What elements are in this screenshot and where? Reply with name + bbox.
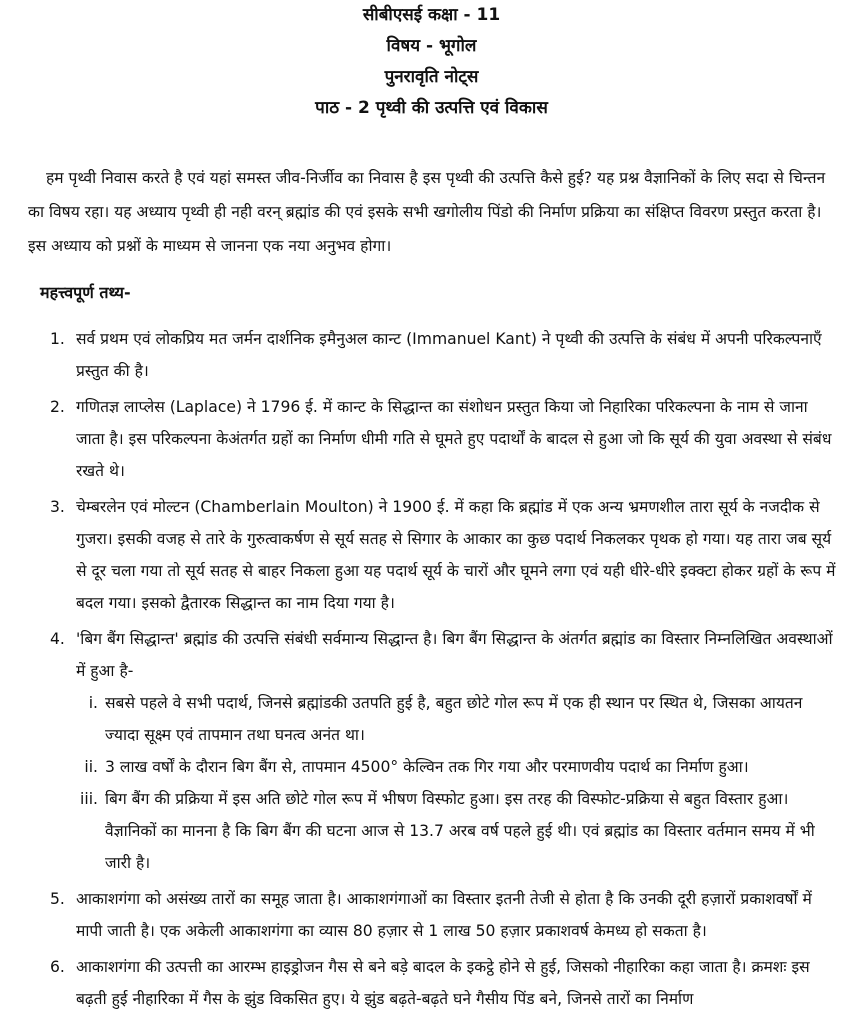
- list-item: [30, 883, 840, 947]
- sub-list-item-number: ii.: [84, 758, 98, 776]
- sub-list-item: [30, 783, 840, 879]
- list-item-number: 5.: [50, 890, 65, 908]
- list-item: [30, 951, 840, 1015]
- list-item: [30, 623, 840, 687]
- list-item: [30, 391, 840, 487]
- document-header: [0, 0, 863, 124]
- sub-list-item-text: 3 लाख वर्षों के दौरान बिग बैंग से, तापमान 4500° केल्विन तक गिर गया और परमाणवीय पदार्थ का निर्माण हुआ।: [105, 758, 749, 776]
- list-item-number: 2.: [50, 398, 65, 416]
- list-item: [30, 491, 840, 619]
- intro-paragraph: [28, 161, 838, 263]
- list-item-number: 1.: [50, 330, 65, 348]
- list-item-text: गणितज्ञ लाप्लेस (Laplace) ने 1796 ई. में कान्ट के सिद्धान्त का संशोधन प्रस्तुत किया जो निहारिका परिकल्पना के नाम से जाना जाता है। इस परिकल्पना केअंतर्गत ग्रहों का निर्माण धीमी गति से घूमते हुए पदार्थों के बादल से हुआ जो कि सूर्य की युवा अवस्था से संबंध रखते थे।: [76, 398, 832, 480]
- sub-list-item-number: iii.: [80, 790, 98, 808]
- list-item: [30, 323, 840, 387]
- list-item-number: 3.: [50, 498, 65, 516]
- list-item-text: आकाशगंगा को असंख्य तारों का समूह जाता है। आकाशगंगाओं का विस्तार इतनी तेजी से होता है कि उनकी दूरी हज़ारों प्रकाशवर्षों में मापी जाती है। एक अकेली आकाशगंगा का व्यास 80 हज़ार से 1 लाख 50 हज़ार प्रकाशवर्ष केमध्य हो सकता है।: [76, 890, 812, 940]
- list-item-number: 6.: [50, 958, 65, 976]
- header-chapter-title: पाठ - 2 पृथ्वी की उत्पत्ति एवं विकास: [315, 98, 548, 118]
- intro-text: हम पृथ्वी निवास करते है एवं यहां समस्त जीव-निर्जीव का निवास है इस पृथ्वी की उत्पत्ति कैसे हुई? यह प्रश्न वैज्ञानिकों के लिए सदा से चिन्तन का विषय रहा। यह अध्याय पृथ्वी ही नही वरन् ब्रह्मांड की एवं इसके सभी खगोलीय पिंडो की निर्माण प्रक्रिया का संक्षिप्त विवरण प्रस्तुत करता है।इस अध्याय को प्रश्नों के माध्यम से जानना एक नया अनुभव होगा।: [28, 169, 826, 255]
- list-item-number: 4.: [50, 630, 65, 648]
- sub-list-item-text: सबसे पहले वे सभी पदार्थ, जिनसे ब्रह्मांडकी उतपति हुई है, बहुत छोटे गोल रूप में एक ही स्थान पर स्थित थे, जिसका आयतन ज्यादा सूक्ष्म एवं तापमान तथा घनत्व अनंत था।: [105, 694, 803, 744]
- section-heading: महत्त्वपूर्ण तथ्य-: [40, 283, 131, 302]
- sub-list-item-number: i.: [88, 694, 98, 712]
- list-item-text: चेम्बरलेन एवं मोल्टन (Chamberlain Moulton) ने 1900 ई. में कहा कि ब्रह्मांड में एक अन्य भ्रमणशील तारा सूर्य के नजदीक से गुजरा। इसकी वजह से तारे के गुरुत्वाकर्षण से सूर्य सतह से सिगार के आकार का कुछ पदार्थ निकलकर पृथक हो गया। यह तारा जब सूर्य से दूर चला गया तो सूर्य सतह से बाहर निकला हुआ यह पदार्थ सूर्य के चारों और घूमने लगा एवं यही धीरे-धीरे इक्क्टा होकर ग्रहों के रूप में बदल गया। इसको द्वैतारक सिद्धान्त का नाम दिया गया है।: [76, 498, 836, 612]
- sub-list-item: [30, 687, 840, 751]
- facts-list: [30, 323, 840, 1015]
- header-notes-title: पुनरावृति नोट्स: [384, 67, 479, 87]
- list-item-text: सर्व प्रथम एवं लोकप्रिय मत जर्मन दार्शनिक इमैनुअल कान्ट (Immanuel Kant) ने पृथ्वी की उत्पत्ति के संबंध में अपनी परिकल्पनाएँ प्रस्तुत की है।: [76, 330, 822, 380]
- list-item-text: आकाशगंगा की उत्पत्ती का आरम्भ हाइड्रोजन गैस से बने बड़े बादल के इकट्ठे होने से हुई, जिसको नीहारिका कहा जाता है। क्रमशः इस बढ़ती हुई नीहारिका में गैस के झुंड विकसित हुए। ये झुंड बढ़ते-बढ़ते घने गैसीय पिंड बने, जिनसे तारों का निर्माण: [76, 958, 810, 1008]
- sub-list-item-text: बिग बैंग की प्रक्रिया में इस अति छोटे गोल रूप में भीषण विस्फोट हुआ। इस तरह की विस्फोट-प्रक्रिया से बहुत विस्तार हुआ। वैज्ञानिकों का मानना है कि बिग बैंग की घटना आज से 13.7 अरब वर्ष पहले हुई थी। एवं ब्रह्मांड का विस्तार वर्तमान समय में भी जारी है।: [105, 790, 815, 872]
- header-subject: विषय - भूगोल: [386, 36, 477, 56]
- sub-list-item: [30, 751, 840, 783]
- header-board-class: सीबीएसई कक्षा - 11: [362, 5, 501, 25]
- list-item-text: 'बिग बैंग सिद्धान्त' ब्रह्मांड की उत्पत्ति संबंधी सर्वमान्य सिद्धान्त है। बिग बैंग सिद्धान्त के अंतर्गत ब्रह्मांड का विस्तार निम्नलिखित अवस्थाओं में हुआ है-: [76, 630, 833, 680]
